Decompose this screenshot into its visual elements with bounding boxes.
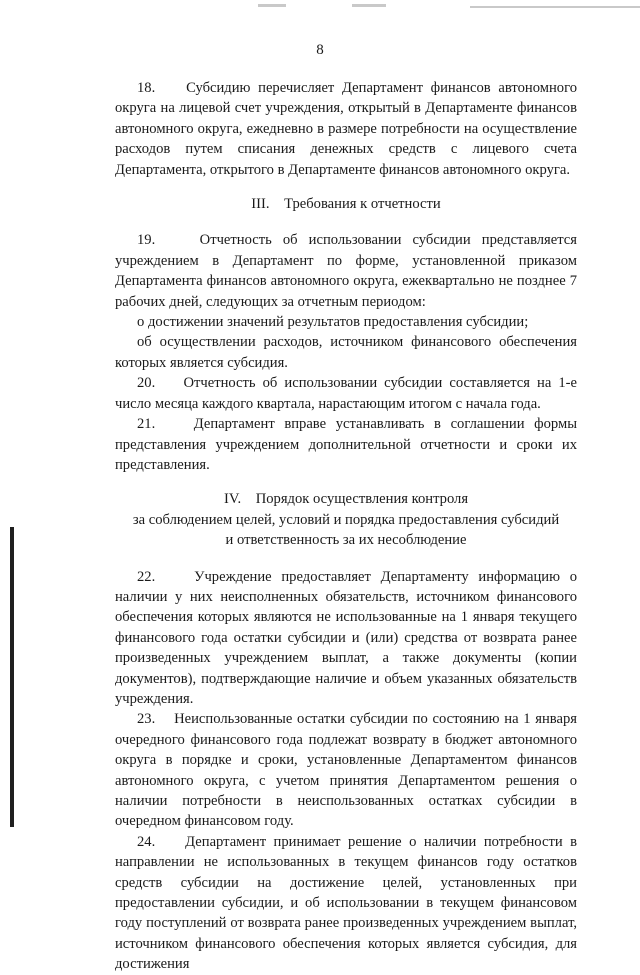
section-4-title-line-3: и ответственность за их несоблюдение xyxy=(225,532,467,549)
paragraph-19: 19. Отчетность об использовании субсидии представляется учреждением в Департамент по форме, установленной приказом Департамента финансов автономного округа, ежеквартально не позднее 7 рабочих дней, следующих за отчетным периодом: xyxy=(115,232,577,310)
paragraph-24: 24. Департамент принимает решение о наличии потребности в направлении не использованных в текущем финансов году остатков средств субсидии на достижение целей, установленных при предоставлении субсидии, и об использовании в текущем финансовом году поступлений от возврата ранее произведенных учреждением выплат, источником финансового обеспечения которых является субсидия, для достижения xyxy=(115,833,577,973)
scan-artifact xyxy=(258,4,286,7)
scan-margin-bar xyxy=(10,527,14,827)
paragraph-19-item-a: о достижении значений результатов предоставления субсидии; xyxy=(137,314,529,331)
paragraph-19-item-b: об осуществлении расходов, источником финансового обеспечения которых является субсидия. xyxy=(115,334,577,371)
scan-artifact xyxy=(352,4,386,7)
paragraph-20: 20. Отчетность об использовании субсидии составляется на 1-е число месяца каждого квартала, нарастающим итогом с начала года. xyxy=(115,375,577,412)
document-body xyxy=(115,78,577,975)
scan-artifact xyxy=(470,6,640,8)
paragraph-18: 18. Субсидию перечисляет Департамент финансов автономного округа на лицевой счет учреждения, открытый в Департаменте финансов автономного округа, ежедневно в размере потребности на осуществление расходов путем списания денежных средств с лицевого счета Департамента, открытого в Департаменте финансов автономного округа. xyxy=(115,80,577,178)
paragraph-23: 23. Неиспользованные остатки субсидии по состоянию на 1 января очередного финансового года подлежат возврату в бюджет автономного округа в порядке и сроки, установленные Департаментом финансов автономного округа, с учетом принятия Департаментом решения о наличии потребности в неиспользованных остатках субсидии в очередном финансовом году. xyxy=(115,711,577,830)
page-number: 8 xyxy=(316,42,324,58)
section-3-title: III. Требования к отчетности xyxy=(251,196,441,213)
section-4-title-line-2: за соблюдением целей, условий и порядка предоставления субсидий xyxy=(132,511,560,528)
paragraph-21: 21. Департамент вправе устанавливать в соглашении формы представления учреждением дополнительной отчетности и сроки их представления. xyxy=(115,416,577,473)
section-4-title-line-1: IV. Порядок осуществления контроля xyxy=(223,491,469,508)
paragraph-22: 22. Учреждение предоставляет Департаменту информацию о наличии у них неисполненных обязательств, источником финансового обеспечения которых являются не использованные на 1 января текущего финансового года остатки субсидии и (или) средства от возврата ранее произведенных учреждением выплат, а также документы (копии документов), подтверждающие наличие и объем указанных обязательств учреждения. xyxy=(115,568,577,707)
